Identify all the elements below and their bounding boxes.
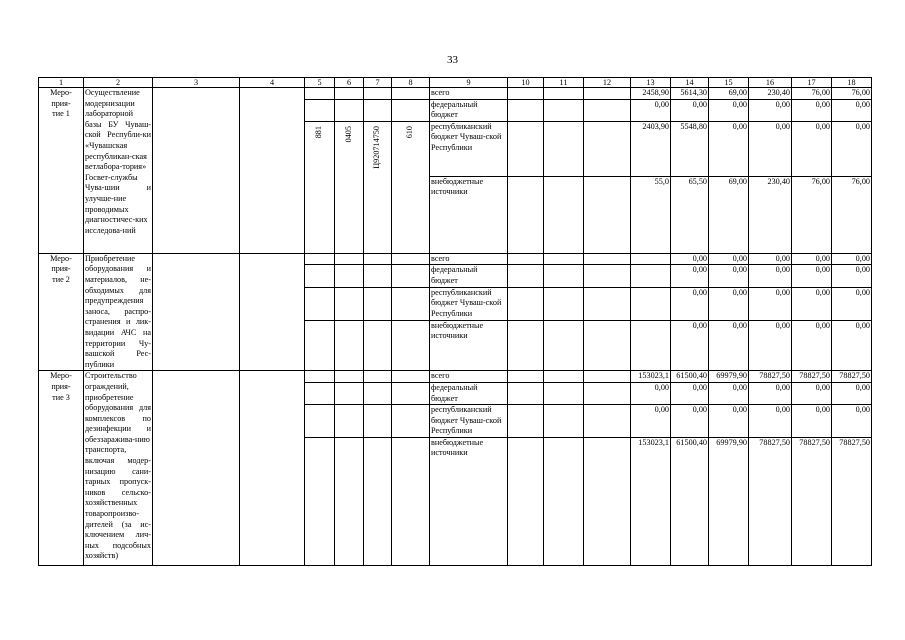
column-number: 17 (792, 78, 832, 88)
column-number: 8 (392, 78, 430, 88)
value-cell: 0,00 (832, 405, 872, 438)
value-cell: 2458,90 (631, 88, 671, 100)
funding-source: республиканский бюджет Чуваш-ской Республики (430, 121, 508, 176)
value-cell: 0,00 (749, 287, 792, 320)
empty-cell (508, 99, 544, 121)
column-number: 11 (544, 78, 584, 88)
empty-cell (508, 405, 544, 438)
empty-cell (508, 121, 544, 176)
value-cell: 0,00 (832, 253, 872, 265)
empty-cell (544, 265, 584, 287)
value-cell: 0,00 (631, 405, 671, 438)
value-cell: 78827,50 (749, 437, 792, 565)
empty-cell (508, 437, 544, 565)
empty-cell (153, 88, 240, 254)
value-cell: 5614,30 (671, 88, 709, 100)
empty-cell (584, 176, 631, 253)
value-cell: 230,40 (749, 176, 792, 253)
measure-label: Меро- прия- тие 1 (39, 88, 84, 254)
empty-cell (584, 371, 631, 383)
empty-cell (392, 88, 430, 100)
value-cell: 0,00 (671, 253, 709, 265)
empty-cell (364, 287, 392, 320)
code-value: 0405 (343, 125, 353, 143)
empty-cell (584, 287, 631, 320)
value-cell: 76,00 (832, 88, 872, 100)
value-cell: 0,00 (631, 382, 671, 404)
value-cell: 0,00 (749, 121, 792, 176)
empty-cell (305, 437, 335, 565)
empty-cell (392, 382, 430, 404)
empty-cell (305, 265, 335, 287)
value-cell: 78827,50 (749, 371, 792, 383)
empty-cell (584, 382, 631, 404)
empty-cell (335, 253, 364, 265)
table-row (39, 253, 872, 265)
funding-source: всего (430, 371, 508, 383)
value-cell: 0,00 (792, 99, 832, 121)
value-cell: 78827,50 (792, 371, 832, 383)
funding-source: внебюджетные источники (430, 320, 508, 370)
empty-cell (392, 287, 430, 320)
column-number: 14 (671, 78, 709, 88)
empty-cell (335, 371, 364, 383)
empty-cell (392, 437, 430, 565)
empty-cell (508, 176, 544, 253)
column-number: 15 (709, 78, 749, 88)
header-row (39, 78, 872, 88)
value-cell: 69979,90 (709, 437, 749, 565)
empty-cell (544, 253, 584, 265)
value-cell: 0,00 (832, 121, 872, 176)
page-number: 33 (447, 54, 458, 66)
funding-source: республиканский бюджет Чуваш-ской Республики (430, 405, 508, 438)
table-row (39, 88, 872, 100)
value-cell: 0,00 (709, 287, 749, 320)
empty-cell (584, 265, 631, 287)
empty-cell (364, 405, 392, 438)
empty-cell (240, 88, 305, 254)
value-cell: 0,00 (792, 320, 832, 370)
value-cell: 0,00 (792, 121, 832, 176)
empty-cell (544, 88, 584, 100)
table-row (39, 371, 872, 383)
value-cell: 69,00 (709, 176, 749, 253)
column-number: 3 (153, 78, 240, 88)
empty-cell (335, 265, 364, 287)
measure-label: Меро- прия- тие 2 (39, 253, 84, 371)
column-number: 18 (832, 78, 872, 88)
value-cell: 0,00 (832, 265, 872, 287)
empty-cell (364, 320, 392, 370)
empty-cell (584, 320, 631, 370)
code-cell (364, 121, 392, 253)
empty-cell (544, 405, 584, 438)
empty-cell (335, 88, 364, 100)
column-number: 9 (430, 78, 508, 88)
funding-source: всего (430, 88, 508, 100)
funding-source: внебюджетные источники (430, 437, 508, 565)
value-cell: 0,00 (749, 405, 792, 438)
value-cell: 230,40 (749, 88, 792, 100)
empty-cell (305, 382, 335, 404)
empty-cell (544, 437, 584, 565)
value-cell: 0,00 (832, 382, 872, 404)
empty-cell (305, 371, 335, 383)
value-cell: 0,00 (832, 287, 872, 320)
code-value: 610 (405, 125, 415, 139)
empty-cell (508, 371, 544, 383)
column-number: 6 (335, 78, 364, 88)
column-number: 4 (240, 78, 305, 88)
empty-cell (508, 287, 544, 320)
empty-cell (153, 253, 240, 371)
empty-cell (584, 437, 631, 565)
column-number: 2 (84, 78, 153, 88)
value-cell: 0,00 (792, 405, 832, 438)
code-cell (305, 121, 335, 253)
value-cell: 0,00 (749, 253, 792, 265)
value-cell: 0,00 (671, 99, 709, 121)
empty-cell (364, 371, 392, 383)
measure-name: Приобретение оборудования и материалов, не-обходимых для предупреждения заноса, распро-странения и лик-видации АЧС на территории Чу-вашской Рес-публики (84, 253, 153, 371)
empty-cell (584, 405, 631, 438)
code-cell (392, 121, 430, 253)
empty-cell (392, 253, 430, 265)
measure-name: Осуществление модернизации лабораторной базы БУ Чуваш-ской Республи-ки «Чувашская республикан-ская ветлабора-тория» Госвет-службы Чува-шии и улучше-ние проводимых диагностичес-ких исследова-ний (84, 88, 153, 254)
empty-cell (305, 287, 335, 320)
value-cell: 0,00 (671, 320, 709, 370)
empty-cell (508, 320, 544, 370)
value-cell: 69979,90 (709, 371, 749, 383)
value-cell: 78827,50 (832, 437, 872, 565)
empty-cell (544, 382, 584, 404)
empty-cell (584, 88, 631, 100)
empty-cell (584, 253, 631, 265)
value-cell: 69,00 (709, 88, 749, 100)
empty-cell (364, 437, 392, 565)
value-cell (631, 265, 671, 287)
empty-cell (335, 405, 364, 438)
column-number: 10 (508, 78, 544, 88)
empty-cell (392, 405, 430, 438)
empty-cell (364, 265, 392, 287)
value-cell: 55,0 (631, 176, 671, 253)
value-cell: 0,00 (671, 405, 709, 438)
value-cell: 61500,40 (671, 437, 709, 565)
empty-cell (392, 265, 430, 287)
empty-cell (544, 320, 584, 370)
code-value: 881 (314, 125, 324, 139)
empty-cell (508, 382, 544, 404)
empty-cell (305, 320, 335, 370)
value-cell: 0,00 (671, 265, 709, 287)
empty-cell (305, 88, 335, 100)
empty-cell (508, 88, 544, 100)
empty-cell (305, 253, 335, 265)
value-cell: 0,00 (749, 99, 792, 121)
funding-source: внебюджетные источники (430, 176, 508, 253)
column-number: 13 (631, 78, 671, 88)
empty-cell (584, 99, 631, 121)
empty-cell (544, 371, 584, 383)
value-cell: 0,00 (832, 99, 872, 121)
column-number: 12 (584, 78, 631, 88)
measure-name: Строительство ограждений, приобретение оборудования для комплексов по дезинфекции и обеззаражива-нию транспорта, включая модер-низацию сани-тарных пропуск-ников сельско-хозяйственных товаропроизво-дителей (за ис-ключением лич-ных подсобных хозяйств) (84, 371, 153, 566)
value-cell: 0,00 (749, 320, 792, 370)
column-number: 1 (39, 78, 84, 88)
value-cell: 0,00 (709, 320, 749, 370)
empty-cell (335, 99, 364, 121)
value-cell: 76,00 (792, 88, 832, 100)
funding-source: федеральный бюджет (430, 99, 508, 121)
value-cell (631, 320, 671, 370)
value-cell: 78827,50 (832, 371, 872, 383)
value-cell: 0,00 (832, 320, 872, 370)
budget-table (38, 77, 872, 566)
value-cell: 0,00 (709, 382, 749, 404)
empty-cell (364, 99, 392, 121)
value-cell: 0,00 (792, 265, 832, 287)
code-value: Ц920714750 (372, 125, 382, 169)
empty-cell (584, 121, 631, 176)
empty-cell (335, 437, 364, 565)
empty-cell (364, 88, 392, 100)
empty-cell (544, 287, 584, 320)
column-number: 5 (305, 78, 335, 88)
empty-cell (364, 253, 392, 265)
empty-cell (508, 253, 544, 265)
empty-cell (305, 405, 335, 438)
value-cell: 0,00 (792, 287, 832, 320)
column-number: 7 (364, 78, 392, 88)
code-cell (335, 121, 364, 253)
value-cell: 0,00 (709, 121, 749, 176)
value-cell: 0,00 (709, 405, 749, 438)
measure-label: Меро- прия- тие 3 (39, 371, 84, 566)
value-cell: 2403,90 (631, 121, 671, 176)
empty-cell (544, 121, 584, 176)
funding-source: всего (430, 253, 508, 265)
funding-source: федеральный бюджет (430, 382, 508, 404)
empty-cell (364, 382, 392, 404)
empty-cell (544, 176, 584, 253)
empty-cell (335, 382, 364, 404)
value-cell: 153023,1 (631, 437, 671, 565)
value-cell: 0,00 (792, 253, 832, 265)
value-cell: 0,00 (792, 382, 832, 404)
value-cell (631, 253, 671, 265)
value-cell: 61500,40 (671, 371, 709, 383)
value-cell: 76,00 (792, 176, 832, 253)
empty-cell (240, 253, 305, 371)
value-cell: 0,00 (671, 287, 709, 320)
empty-cell (508, 265, 544, 287)
empty-cell (392, 371, 430, 383)
value-cell: 65,50 (671, 176, 709, 253)
empty-cell (240, 371, 305, 566)
value-cell: 0,00 (709, 253, 749, 265)
value-cell: 0,00 (709, 265, 749, 287)
value-cell: 76,00 (832, 176, 872, 253)
empty-cell (544, 99, 584, 121)
column-number: 16 (749, 78, 792, 88)
empty-cell (153, 371, 240, 566)
value-cell: 0,00 (749, 265, 792, 287)
value-cell: 0,00 (671, 382, 709, 404)
funding-source: республиканский бюджет Чуваш-ской Республики (430, 287, 508, 320)
empty-cell (392, 99, 430, 121)
value-cell: 0,00 (749, 382, 792, 404)
empty-cell (392, 320, 430, 370)
empty-cell (335, 320, 364, 370)
funding-source: федеральный бюджет (430, 265, 508, 287)
value-cell: 78827,50 (792, 437, 832, 565)
value-cell: 153023,1 (631, 371, 671, 383)
value-cell: 0,00 (631, 99, 671, 121)
value-cell (631, 287, 671, 320)
value-cell: 5548,80 (671, 121, 709, 176)
empty-cell (335, 287, 364, 320)
empty-cell (305, 99, 335, 121)
value-cell: 0,00 (709, 99, 749, 121)
